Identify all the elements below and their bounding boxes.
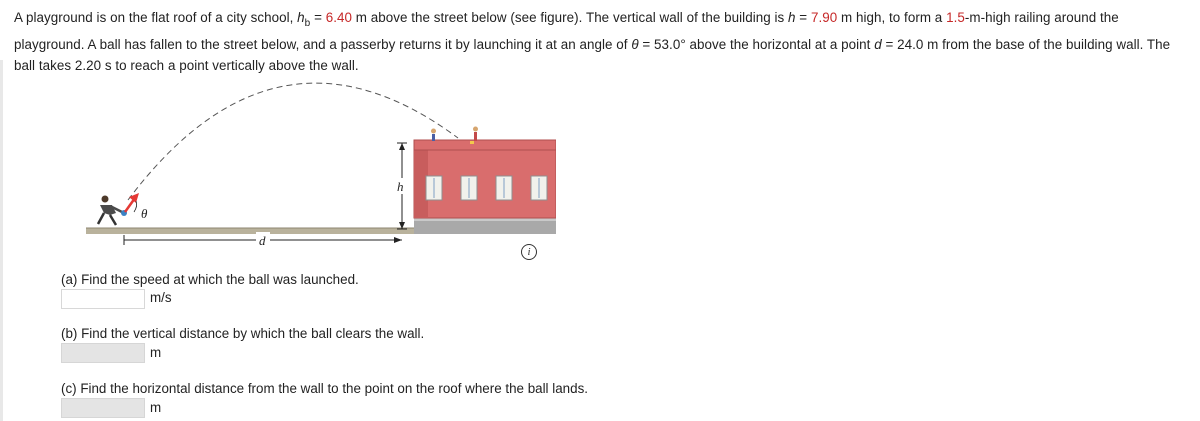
- left-border: [0, 60, 3, 421]
- street-ground: [86, 228, 416, 234]
- d-variable: d: [874, 37, 882, 52]
- label-theta: θ: [141, 206, 148, 221]
- part-a-unit: m/s: [150, 290, 172, 305]
- hb-variable: h: [297, 10, 305, 25]
- part-a-answer-input[interactable]: [61, 289, 145, 309]
- part-c-question: (c) Find the horizontal distance from the wall to the point on the roof where the ball lands.: [61, 381, 588, 396]
- info-icon[interactable]: i: [521, 244, 537, 260]
- hb-value: 6.40: [325, 10, 352, 25]
- label-d: d: [259, 233, 266, 248]
- railing-value: 1.5: [946, 10, 965, 25]
- h-value: 7.90: [810, 10, 838, 25]
- part-c-answer-input: [61, 398, 145, 418]
- label-h: h: [397, 179, 404, 194]
- part-a-question: (a) Find the speed at which the ball was launched.: [61, 272, 359, 287]
- hb-subscript: b: [304, 18, 311, 29]
- passerby-figure: [98, 196, 127, 226]
- h-variable: h: [788, 10, 796, 25]
- part-b-unit: m: [150, 345, 162, 360]
- problem-statement: A playground is on the flat roof of a city school, $h_b = 6.40$ m above the street below (see figure). The vertical wall of the building is h = 7.90 m high, to form a 1.5-m-high railing around the playground. A ball has fallen to the street below, and a passerby returns it by launching it at an angle of θ = 53.0° above the horizontal at a point d = 24.0 m from the base of the building wall. The ball takes 2.20 s to reach a point vertically above the wall.: [14, 10, 1171, 73]
- roof-railing: [414, 140, 556, 150]
- problem-figure: [86, 68, 556, 268]
- theta-variable: θ: [631, 37, 639, 52]
- part-b-question: (b) Find the vertical distance by which the ball clears the wall.: [61, 326, 425, 341]
- part-c-unit: m: [150, 400, 162, 415]
- part-b-answer-input: [61, 343, 145, 363]
